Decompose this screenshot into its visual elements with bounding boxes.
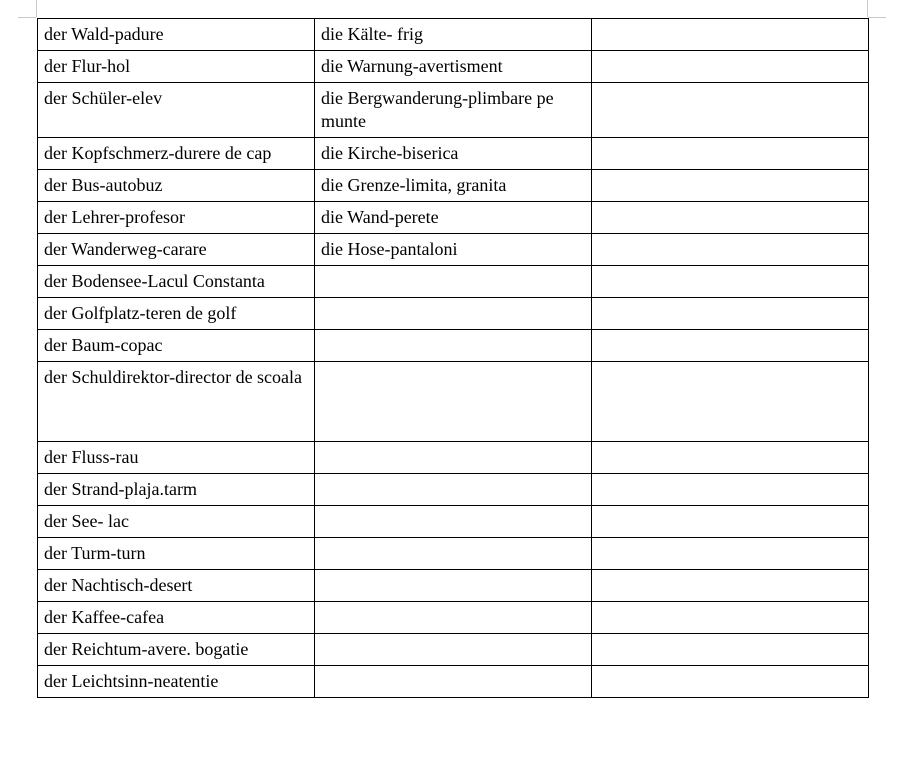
table-cell-col3[interactable] (592, 298, 869, 330)
table-row (38, 506, 869, 538)
table-row (38, 538, 869, 570)
table-row (38, 266, 869, 298)
table-cell-col2[interactable] (315, 330, 592, 362)
table-cell-col1[interactable]: der Kopfschmerz-durere de cap (38, 138, 315, 170)
table-cell-col1[interactable]: der Kaffee-cafea (38, 602, 315, 634)
table-cell-col1[interactable]: der Schüler-elev (38, 83, 315, 138)
table-cell-col1[interactable]: der Baum-copac (38, 330, 315, 362)
table-cell-col1[interactable]: der Bodensee-Lacul Constanta (38, 266, 315, 298)
table-row (38, 51, 869, 83)
table-cell-col1[interactable]: der Schuldirektor-director de scoala (38, 362, 315, 442)
table-row (38, 234, 869, 266)
table-cell-col1[interactable]: der Strand-plaja.tarm (38, 474, 315, 506)
margin-mark-top-left-vertical (36, 0, 37, 17)
table-cell-col2[interactable]: die Kirche-biserica (315, 138, 592, 170)
table-cell-col3[interactable] (592, 570, 869, 602)
margin-mark-top-right-horizontal (868, 17, 886, 18)
table-cell-col3[interactable] (592, 506, 869, 538)
table-cell-col1[interactable]: der Wanderweg-carare (38, 234, 315, 266)
table-cell-col3[interactable] (592, 634, 869, 666)
table-cell-col3[interactable] (592, 538, 869, 570)
table-cell-col2[interactable] (315, 602, 592, 634)
table-row (38, 202, 869, 234)
table-cell-col2[interactable] (315, 298, 592, 330)
table-cell-col1[interactable]: der Bus-autobuz (38, 170, 315, 202)
table-row (38, 298, 869, 330)
vocabulary-table (37, 18, 869, 698)
table-cell-col3[interactable] (592, 170, 869, 202)
table-cell-col3[interactable] (592, 202, 869, 234)
table-cell-col2[interactable] (315, 362, 592, 442)
table-cell-col3[interactable] (592, 138, 869, 170)
table-row (38, 602, 869, 634)
table-cell-col2[interactable] (315, 538, 592, 570)
table-cell-col3[interactable] (592, 51, 869, 83)
table-cell-col3[interactable] (592, 266, 869, 298)
table-cell-col2[interactable]: die Hose-pantaloni (315, 234, 592, 266)
table-row (38, 362, 869, 442)
table-cell-col2[interactable]: die Warnung-avertisment (315, 51, 592, 83)
table-cell-col1[interactable]: der Lehrer-profesor (38, 202, 315, 234)
table-cell-col2[interactable] (315, 634, 592, 666)
margin-mark-top-right-vertical (867, 0, 868, 17)
table-cell-col1[interactable]: der Turm-turn (38, 538, 315, 570)
table-cell-col3[interactable] (592, 19, 869, 51)
table-cell-col1[interactable]: der Leichtsinn-neatentie (38, 666, 315, 698)
table-cell-col2[interactable] (315, 506, 592, 538)
table-cell-col2[interactable] (315, 266, 592, 298)
margin-mark-top-left-horizontal (18, 17, 36, 18)
table-cell-col3[interactable] (592, 474, 869, 506)
table-row (38, 474, 869, 506)
table-row (38, 666, 869, 698)
table-cell-col3[interactable] (592, 330, 869, 362)
table-cell-col1[interactable]: der Nachtisch-desert (38, 570, 315, 602)
table-cell-col2[interactable]: die Wand-perete (315, 202, 592, 234)
table-cell-col2[interactable] (315, 570, 592, 602)
table-row (38, 170, 869, 202)
table-cell-col1[interactable]: der Flur-hol (38, 51, 315, 83)
table-row (38, 19, 869, 51)
table-cell-col1[interactable]: der Golfplatz-teren de golf (38, 298, 315, 330)
table-cell-col2[interactable] (315, 474, 592, 506)
table-row (38, 83, 869, 138)
table-cell-col3[interactable] (592, 234, 869, 266)
table-cell-col2[interactable]: die Bergwanderung-plimbare pe munte (315, 83, 592, 138)
table-cell-col1[interactable]: der Wald-padure (38, 19, 315, 51)
table-row (38, 442, 869, 474)
table-cell-col1[interactable]: der Fluss-rau (38, 442, 315, 474)
table-cell-col3[interactable] (592, 83, 869, 138)
table-cell-col3[interactable] (592, 362, 869, 442)
table-cell-col3[interactable] (592, 602, 869, 634)
table-row (38, 138, 869, 170)
table-cell-col1[interactable]: der See- lac (38, 506, 315, 538)
table-cell-col1[interactable]: der Reichtum-avere. bogatie (38, 634, 315, 666)
table-cell-col3[interactable] (592, 666, 869, 698)
table-cell-col2[interactable] (315, 442, 592, 474)
table-row (38, 570, 869, 602)
table-cell-col2[interactable]: die Kälte- frig (315, 19, 592, 51)
table-cell-col2[interactable] (315, 666, 592, 698)
table-cell-col3[interactable] (592, 442, 869, 474)
table-cell-col2[interactable]: die Grenze-limita, granita (315, 170, 592, 202)
table-row (38, 634, 869, 666)
table-row (38, 330, 869, 362)
